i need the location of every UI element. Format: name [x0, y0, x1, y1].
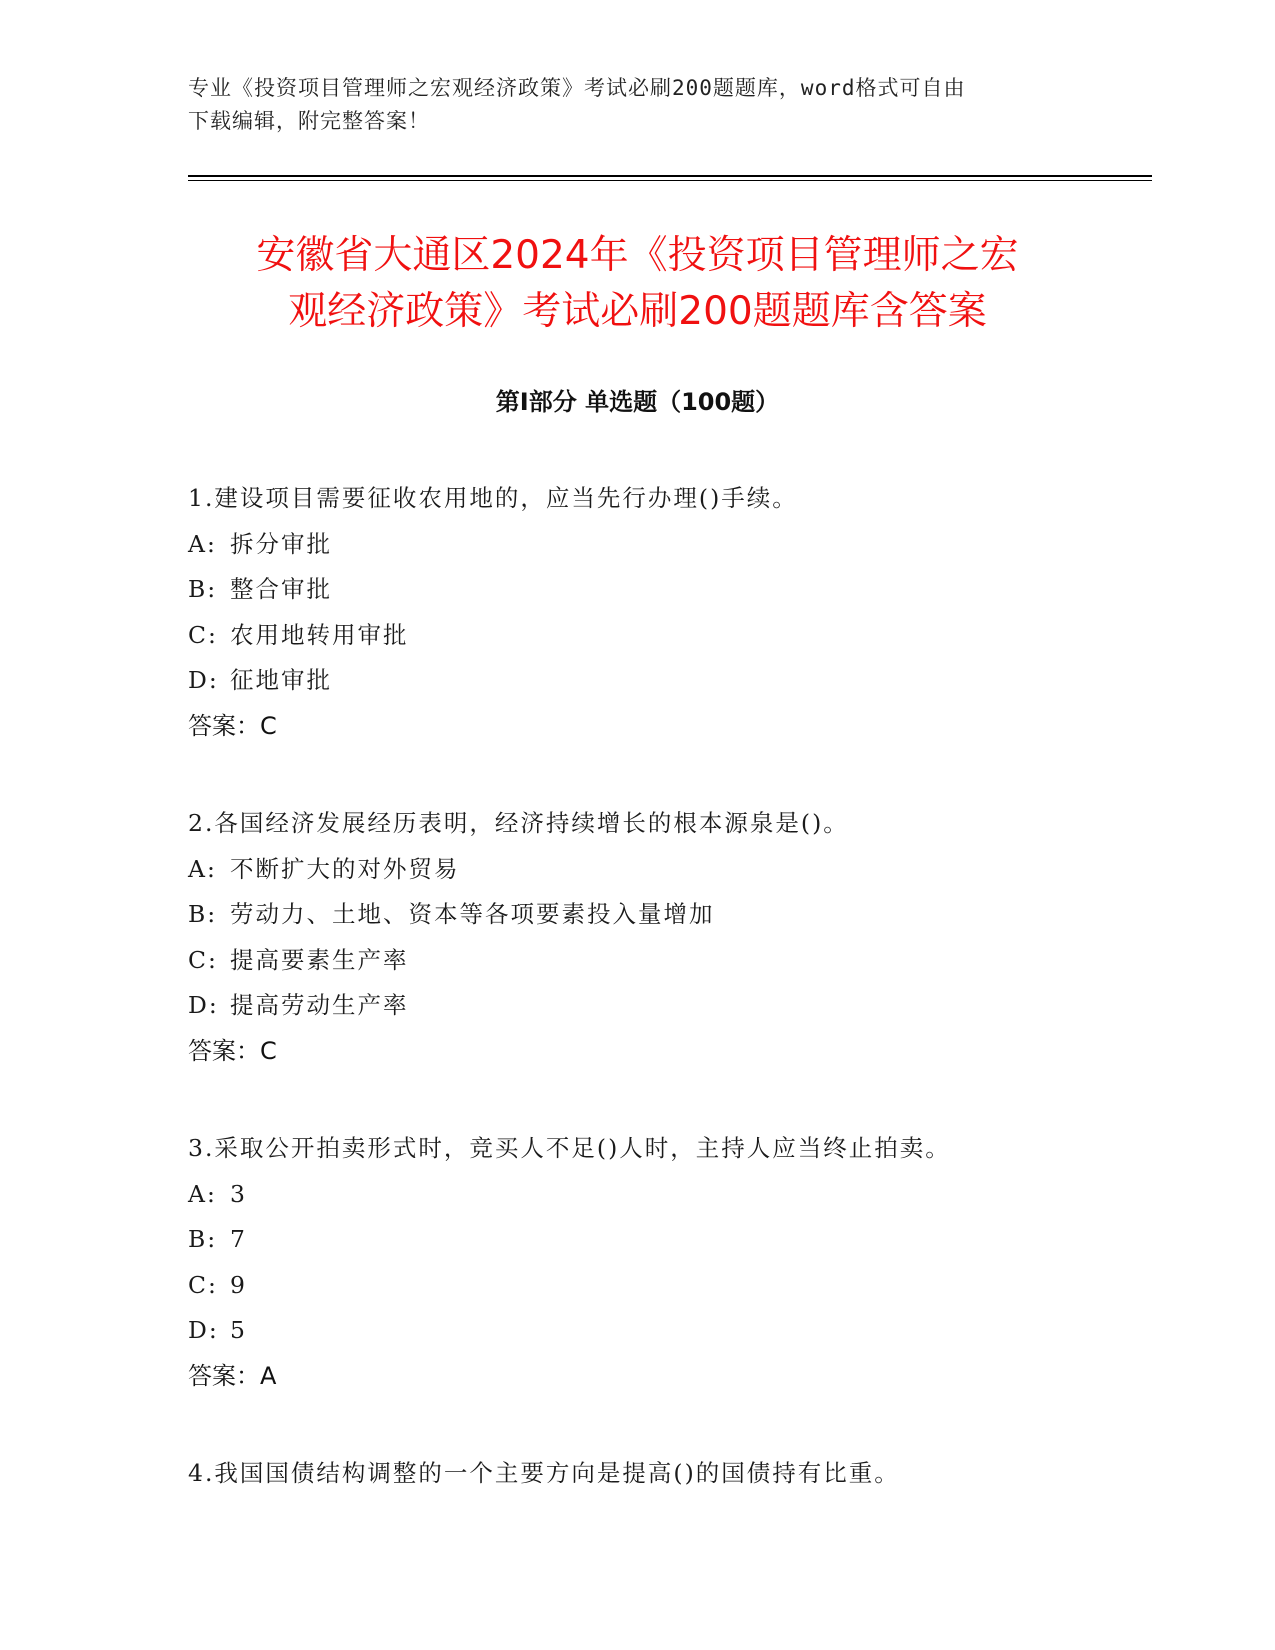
option-letter: B: [188, 900, 218, 928]
option-letter: A: [188, 529, 217, 558]
option-c [188, 1263, 1128, 1309]
option-text: 不断扩大的对外贸易 [230, 854, 460, 883]
question-4 [188, 1451, 1128, 1497]
option-b [188, 1217, 1128, 1263]
option-text: 征地审批 [230, 666, 332, 694]
option-letter: A: [188, 854, 217, 883]
option-letter: A: [188, 1179, 217, 1208]
option-letter: D: [188, 666, 219, 694]
option-letter: C: [188, 945, 218, 974]
option-a [188, 522, 1128, 568]
question-list [188, 476, 1128, 1549]
document-title-line-1: 安徽省大通区2024年《投资项目管理师之宏 [256, 233, 1019, 278]
option-text: 整合审批 [230, 575, 332, 603]
document-title-line-2: 观经济政策》考试必刷200题题库含答案 [288, 289, 987, 334]
answer-line: 答案：C [188, 1036, 277, 1065]
answer-line: 答案：A [188, 1361, 277, 1390]
option-d [188, 658, 1128, 704]
option-c [188, 613, 1128, 659]
question-stem: 3.采取公开拍卖形式时，竞买人不足()人时，主持人应当终止拍卖。 [188, 1134, 951, 1162]
option-c [188, 938, 1128, 984]
option-text: 5 [230, 1316, 247, 1344]
question-3 [188, 1126, 1128, 1399]
option-letter: D: [188, 1316, 219, 1344]
option-text: 3 [230, 1179, 247, 1208]
header-note-line-1: 专业《投资项目管理师之宏观经济政策》考试必刷200题题库，word格式可自由 [188, 76, 966, 100]
option-letter: C: [188, 620, 218, 649]
option-a [188, 1172, 1128, 1218]
option-text: 农用地转用审批 [230, 620, 409, 649]
question-stem: 1.建设项目需要征收农用地的，应当先行办理()手续。 [188, 484, 798, 512]
option-text: 7 [230, 1225, 247, 1253]
question-2 [188, 801, 1128, 1074]
option-text: 提高要素生产率 [230, 945, 409, 974]
option-letter: D: [188, 991, 219, 1019]
option-d [188, 983, 1128, 1029]
question-stem: 2.各国经济发展经历表明，经济持续增长的根本源泉是()。 [188, 809, 849, 837]
option-b [188, 892, 1128, 938]
option-text: 拆分审批 [230, 529, 332, 558]
question-1 [188, 476, 1128, 749]
header-note-line-2: 下载编辑，附完整答案！ [188, 109, 430, 133]
document-title [160, 228, 1115, 340]
option-letter: B: [188, 1225, 218, 1253]
section-title: 第Ⅰ部分 单选题（100题） [495, 388, 780, 416]
option-text: 劳动力、土地、资本等各项要素投入量增加 [230, 900, 715, 928]
option-text: 提高劳动生产率 [230, 991, 409, 1019]
option-letter: C: [188, 1270, 218, 1299]
option-letter: B: [188, 575, 218, 603]
option-d [188, 1308, 1128, 1354]
option-b [188, 567, 1128, 613]
header-divider-thick [188, 175, 1152, 177]
question-stem: 4.我国国债结构调整的一个主要方向是提高()的国债持有比重。 [188, 1459, 900, 1487]
option-a [188, 847, 1128, 893]
header-note [188, 72, 1088, 138]
option-text: 9 [230, 1270, 247, 1299]
answer-line: 答案：C [188, 711, 277, 740]
header-divider-thin [188, 180, 1152, 181]
